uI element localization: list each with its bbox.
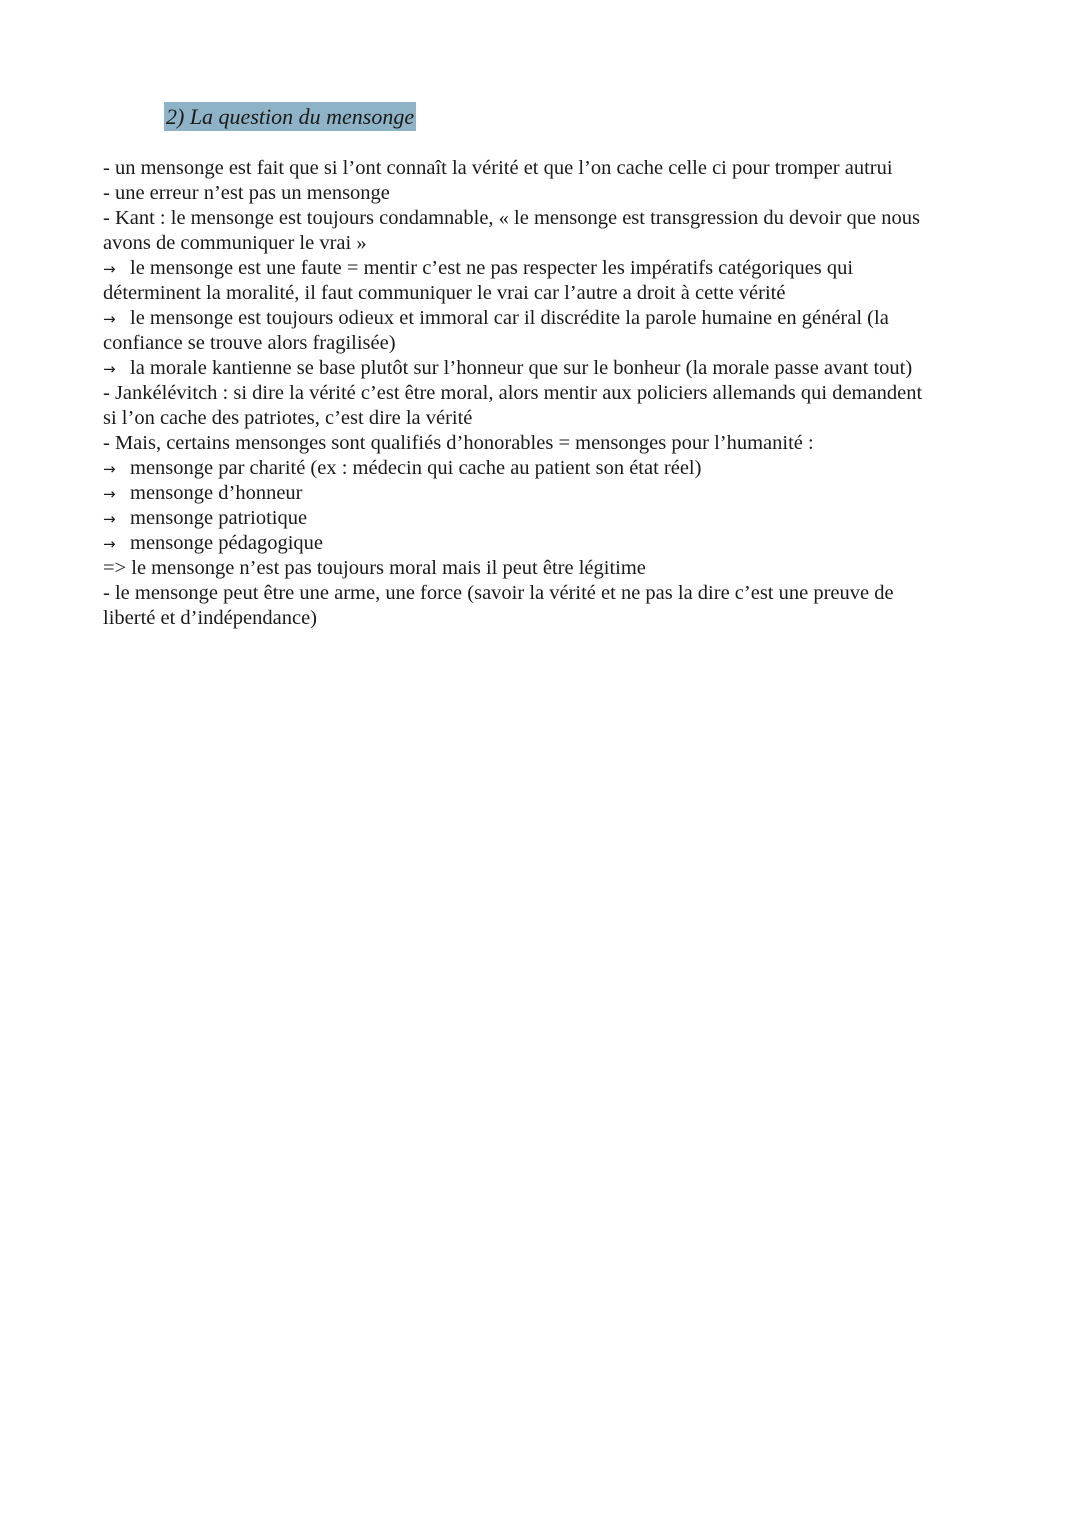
- text-line: => le mensonge n’est pas toujours moral mais il peut être légitime: [103, 557, 646, 579]
- text-line: si l’on cache des patriotes, c’est dire la vérité: [103, 407, 473, 429]
- arrow-line: → mensonge par charité (ex : médecin qui cache au patient son état réel): [103, 456, 1003, 481]
- text-line: déterminent la moralité, il faut communiquer le vrai car l’autre a droit à cette vérité: [103, 282, 786, 304]
- text-line: - Jankélévitch : si dire la vérité c’est être moral, alors mentir aux policiers allemands qui demandent: [103, 382, 923, 404]
- arrow-right-icon: →: [103, 460, 116, 478]
- section-heading: 2) La question du mensonge: [166, 104, 415, 129]
- arrow-line: → la morale kantienne se base plutôt sur l’honneur que sur le bonheur (la morale passe avant tout): [103, 356, 1003, 381]
- text-line: - un mensonge est fait que si l’ont connaît la vérité et que l’on cache celle ci pour tromper autrui: [103, 157, 893, 179]
- notes-body: [103, 156, 1003, 631]
- text-line: liberté et d’indépendance): [103, 607, 317, 629]
- arrow-line: → mensonge patriotique: [103, 506, 1003, 531]
- text-line: - le mensonge peut être une arme, une force (savoir la vérité et ne pas la dire c’est une preuve de: [103, 582, 894, 604]
- arrow-right-icon: →: [103, 310, 116, 328]
- text-line: - Kant : le mensonge est toujours condamnable, « le mensonge est transgression du devoir que nous: [103, 207, 920, 229]
- arrow-right-icon: →: [103, 260, 116, 278]
- text-line: - une erreur n’est pas un mensonge: [103, 182, 390, 204]
- text-line: - Mais, certains mensonges sont qualifiés d’honorables = mensonges pour l’humanité :: [103, 432, 814, 454]
- arrow-line: → mensonge d’honneur: [103, 481, 1003, 506]
- arrow-right-icon: →: [103, 535, 116, 553]
- text-line: avons de communiquer le vrai »: [103, 232, 367, 254]
- arrow-right-icon: →: [103, 360, 116, 378]
- arrow-right-icon: →: [103, 510, 116, 528]
- arrow-line: → mensonge pédagogique: [103, 531, 1003, 556]
- arrow-line: → le mensonge est toujours odieux et immoral car il discrédite la parole humaine en général (la: [103, 306, 1003, 331]
- text-line: confiance se trouve alors fragilisée): [103, 332, 396, 354]
- arrow-line: → le mensonge est une faute = mentir c’est ne pas respecter les impératifs catégoriques qui: [103, 256, 1003, 281]
- arrow-right-icon: →: [103, 485, 116, 503]
